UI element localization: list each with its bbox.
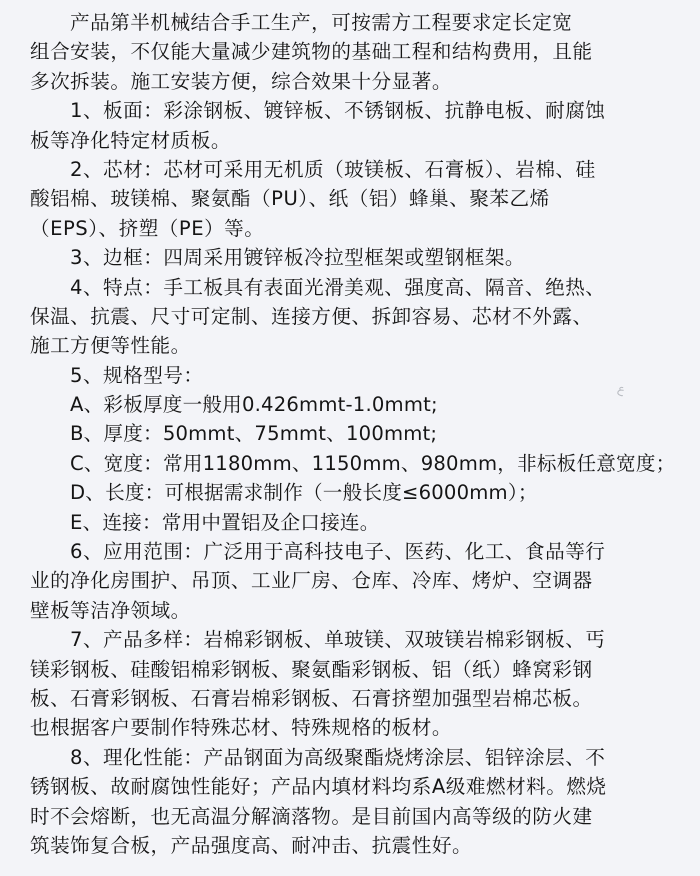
item-1-surface-line: 板等净化特定材质板。 <box>30 128 231 152</box>
spec-line-a: A、彩板厚度一般用0.426mmt-1.0mmt; <box>70 393 438 417</box>
item-8-properties-line: 锈钢板、故耐腐蚀性能好；产品内填材料均系A级难燃材料。燃烧 <box>30 775 607 799</box>
item-7-variety-line: 7、产品多样：岩棉彩钢板、单玻镁、双玻镁岩棉彩钢板、丐 <box>70 628 606 652</box>
item-4-features-line: 4、特点：手工板具有表面光滑美观、强度高、隔音、绝热、 <box>70 275 606 299</box>
item-2-core-line: 2、芯材：芯材可采用无机质（玻镁板、石膏板）、岩棉、硅 <box>70 157 596 181</box>
item-6-application-line: 壁板等洁净领域。 <box>30 598 191 622</box>
item-8-properties-line: 8、理化性能：产品钢面为高级聚酯烧烤涂层、铝锌涂层、不 <box>70 745 606 769</box>
item-4-features-line: 施工方便等性能。 <box>30 334 191 358</box>
item-7-variety-line: 也根据客户要制作特殊芯材、特殊规格的板材。 <box>30 716 452 740</box>
item-6-application-line: 6、应用范围：广泛用于高科技电子、医药、化工、食品等行 <box>70 540 606 564</box>
item-6-application-line: 业的净化房围护、吊顶、工业厂房、仓库、冷库、烤炉、空调器 <box>30 569 593 593</box>
item-8-properties-line: 筑装饰复合板，产品强度高、耐冲击、抗震性好。 <box>30 833 473 857</box>
scan-mark-icon: ع <box>615 381 628 397</box>
item-5-spec-heading: 5、规格型号： <box>70 363 204 387</box>
item-7-variety-line: 镁彩钢板、硅酸铝棉彩钢板、聚氨酯彩钢板、铝（纸）蜂窝彩钢 <box>30 657 593 681</box>
paragraph-intro-line: 产品第半机械结合手工生产，可按需方工程要求定长定宽 <box>70 11 573 34</box>
item-3-frame-line: 3、边框：四周采用镀锌板冷拉型框架或塑钢框架。 <box>70 246 526 270</box>
spec-line-c: C、宽度：常用1180mm、1150mm、980mm，非标板任意宽度； <box>70 451 676 475</box>
item-4-features-line: 保温、抗震、尺寸可定制、连接方便、拆卸容易、芯材不外露、 <box>30 304 593 328</box>
paragraph-intro-line: 多次拆装。施工安装方便，综合效果十分显著。 <box>30 69 452 93</box>
item-1-surface-line: 1、板面：彩涂钢板、镀锌板、不锈钢板、抗静电板、耐腐蚀 <box>70 99 606 123</box>
item-2-core-line: （EPS）、挤塑（PE）等。 <box>30 216 265 240</box>
item-7-variety-line: 板、石膏彩钢板、石膏岩棉彩钢板、石膏挤塑加强型岩棉芯板。 <box>30 686 593 710</box>
paragraph-intro-line: 组合安装，不仅能大量减少建筑物的基础工程和结构费用，且能 <box>30 40 593 64</box>
spec-line-b: B、厚度：50mmt、75mmt、100mmt; <box>70 422 438 446</box>
item-2-core-line: 酸铝棉、玻镁棉、聚氨酯（PU）、纸（铝）蜂巢、聚苯乙烯 <box>30 187 550 211</box>
item-8-properties-line: 时不会熔断，也无高温分解滴落物。是目前国内高等级的防火建 <box>30 804 593 828</box>
spec-line-e: E、连接：常用中置铝及企口接连。 <box>70 510 380 534</box>
spec-line-d: D、长度：可根据需求制作（一般长度≤6000mm）； <box>70 481 538 505</box>
